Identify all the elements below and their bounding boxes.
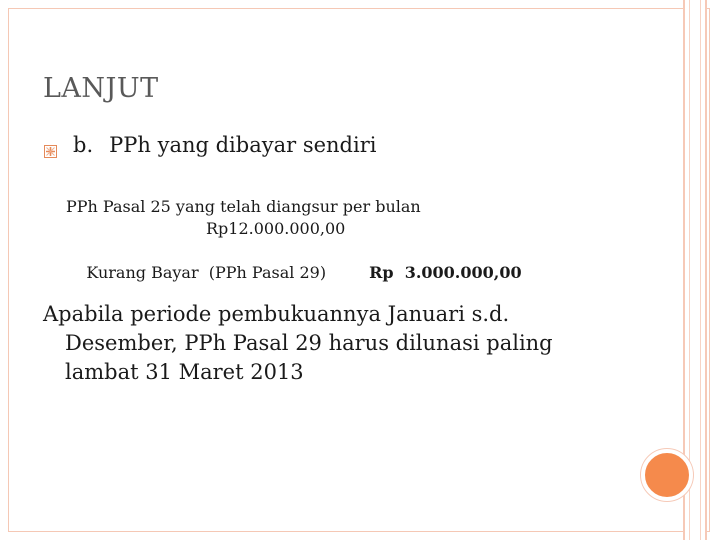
pasal25-line: PPh Pasal 25 yang telah diangsur per bulan <box>66 197 421 216</box>
bullet-icon <box>44 139 57 152</box>
kurang-bayar-line <box>66 240 522 282</box>
bullet-text: PPh yang dibayar sendiri <box>109 133 377 157</box>
paragraph-line-1: Apabila periode pembukuannya Januari s.d. <box>43 302 510 326</box>
kurang-bayar-label: Kurang Bayar (PPh Pasal 29) <box>86 263 327 282</box>
paragraph-line-3: lambat 31 Maret 2013 <box>65 360 304 384</box>
decorative-circle <box>641 449 693 501</box>
bullet-item <box>44 133 376 157</box>
calculation-lines <box>66 196 522 282</box>
paragraph-line-2: Desember, PPh Pasal 29 harus dilunasi paling <box>65 331 553 355</box>
slide-title: LANJUT <box>43 73 159 104</box>
pasal25-amount: Rp12.000.000,00 <box>206 219 346 238</box>
kurang-bayar-amount: Rp 3.000.000,00 <box>369 263 522 282</box>
deadline-paragraph <box>43 300 603 387</box>
bullet-label: b. <box>73 133 94 157</box>
